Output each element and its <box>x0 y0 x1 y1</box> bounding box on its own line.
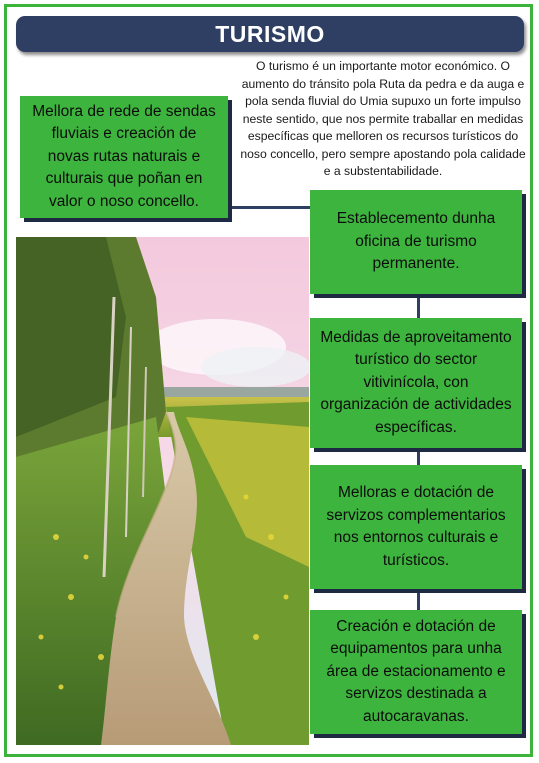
measure-box-autocaravanas <box>310 610 522 734</box>
page-title: TURISMO <box>215 20 325 47</box>
measure-text: Creación e dotación de equipamentos para unha área de estacionamento e servizos destinada a autocaravanas. <box>326 617 506 725</box>
measure-text: Medidas de aproveitamento turístico do sector vitivinícola, con organización de actividades específicas. <box>320 328 512 436</box>
measure-box-oficina <box>310 190 522 294</box>
connector-horizontal <box>228 206 310 209</box>
measure-box-vitivinicola <box>310 318 522 448</box>
intro-text: O turismo é un importante motor económico. O aumento do tránsito pola Ruta da pedra e da auga e pola senda fluvial do Umia supuxo un forte impulso neste sentido, que nos permite traballar en medidas específicas que melloren os recursos turísticos do noso concello, pero sempre apostando pola calidade e a substentabilidade. <box>240 59 526 178</box>
measure-text: Mellora de rede de sendas fluviais e creación de novas rutas naturais e culturais que poñan en valor o noso concello. <box>32 102 216 210</box>
measure-text: Melloras e dotación de servizos complementarios nos entornos culturais e turísticos. <box>326 484 506 569</box>
measure-box-sendas <box>20 96 228 218</box>
landscape-photo <box>16 237 309 745</box>
measure-text: Establecemento dunha oficina de turismo permanente. <box>336 210 496 273</box>
measure-box-servizos <box>310 465 522 589</box>
title-banner <box>16 16 524 52</box>
